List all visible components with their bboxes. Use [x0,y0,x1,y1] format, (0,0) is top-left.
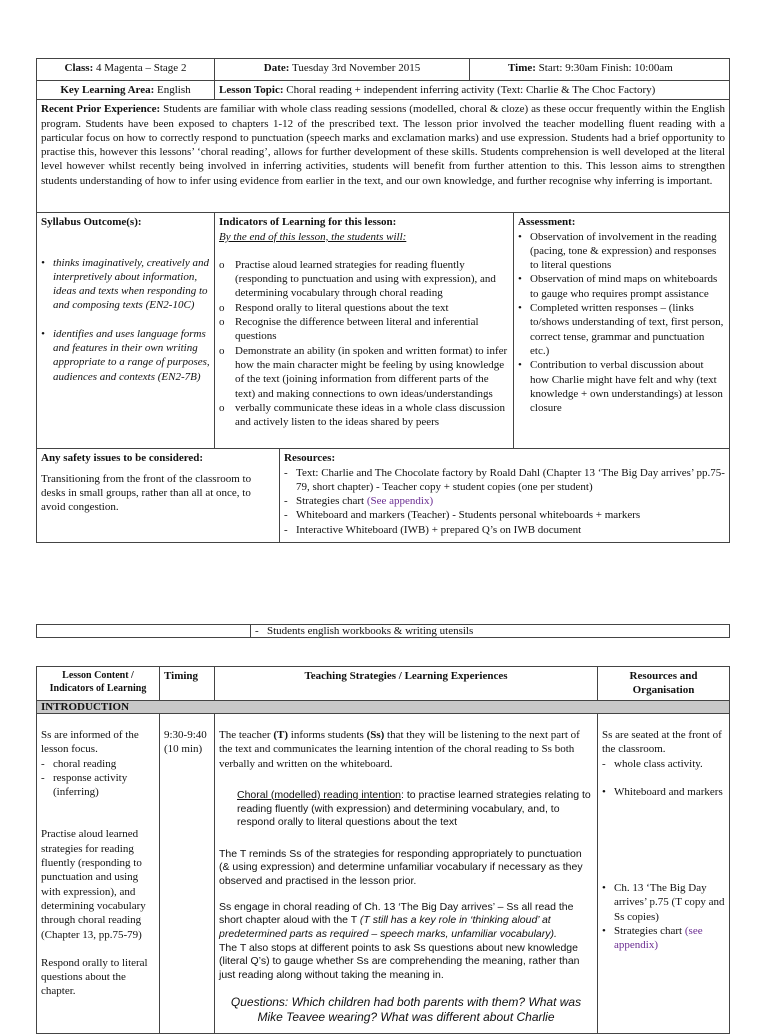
strategy-bold: (Ss) [366,729,385,741]
topic-cell [215,81,730,100]
indicator-item: o Demonstrate an ability (in spoken and written format) to infer how the main character might be feeling by using knowledge of the text (joining information from different parts of the text) and making connections to own ideas/understandings [219,344,509,401]
safety-text: Transitioning from the front of the classroom to desks in small groups, rather than all at once, to avoid congestion. [41,472,252,514]
resource-item: - Interactive Whiteboard (IWB) + prepared Q’s on IWB document [284,523,725,537]
class-label: Class: [64,62,94,74]
topic-label: Lesson Topic: [219,84,284,96]
content-p3: Respond orally to literal questions about the chapter. [41,956,148,998]
strategy-p3 [219,901,593,942]
date-cell [215,59,470,81]
strategy-p1 [219,728,593,771]
header-resources: Resources and Organisation [598,667,730,701]
strategy-p2: The T reminds Ss of the strategies for responding appropriately to punctuation (& using expression) and determine unfamiliar vocabulary if necessary as they observed and practised in the lesson prior. [219,847,583,888]
organisation-cell [598,714,730,1034]
content-intro: Ss are informed of the lesson focus. [41,729,139,756]
assessment-list [518,230,725,416]
kla-label: Key Learning Area: [60,84,155,96]
resource-continuation-cell [251,625,730,638]
assessment-label: Assessment: [518,216,576,229]
strategy-text: Ss engage in choral reading of Ch. 13 ‘The Big Day arrives’ – Ss all read the short chapter aloud with the T [219,900,574,927]
org-seating: Ss are seated at the front of the classroom. [602,729,722,756]
syllabus-list [41,256,210,384]
indicators-intro: By the end of this lesson, the students will: [219,230,407,243]
lesson-procedure-table [36,666,730,1034]
class-value: 4 Magenta – Stage 2 [96,62,187,74]
indicator-item: o Respond orally to literal questions about the text [219,301,509,315]
syllabus-item: • identifies and uses language forms and features in their own writing appropriate to a range of purposes, audiences and contexts (EN2-7B) [41,327,210,384]
assessment-item: • Contribution to verbal discussion about how Charlie might have felt and why (text knowledge + own understandings) at lesson closure [518,358,725,415]
timing-value: 9:30-9:40 (10 min) [164,729,207,756]
org-resources-2 [602,881,725,952]
indicator-item: o Recognise the difference between literal and inferential questions [219,315,509,344]
indicators-cell [215,213,514,449]
intention-text: : to practise learned strategies relating to reading fluently (with expression) and determining vocabulary, and, to respond orally to literal questions about the text [237,788,591,829]
time-value: Start: 9:30am Finish: 10:00am [538,62,673,74]
date-label: Date: [263,62,290,74]
indicator-item: o verbally communicate these ideas in a whole class discussion and actively listen to the ideas shared by peers [219,401,509,430]
resource-item [284,494,725,508]
kla-cell [37,81,215,100]
strategies-cell [215,714,598,1034]
section-introduction: INTRODUCTION [37,701,730,714]
assessment-item: • Observation of involvement in the reading (pacing, tone & expression) and responses to literal questions [518,230,725,273]
appendix-link[interactable]: (see appendix) [614,925,703,952]
header-strategies: Teaching Strategies / Learning Experiences [215,667,598,701]
prior-experience-cell [37,100,730,213]
assessment-item: • Completed written responses – (links to/shows understanding of text, first person, correct tense, grammar and punctuation etc.) [518,301,725,358]
content-cell [37,714,160,1034]
resource-item: - Whiteboard and markers (Teacher) - Students personal whiteboards + markers [284,508,725,522]
header-timing: Timing [160,667,215,701]
topic-value: Choral reading + independent inferring activity (Text: Charlie & The Choc Factory) [286,84,656,96]
content-item: - choral reading [41,757,155,771]
resource-item: - Text: Charlie and The Chocolate factory by Roald Dahl (Chapter 13 ‘The Big Day arrives’ pp.75-79, short chapter) - Teacher copy + student copies (one per student) [284,466,725,495]
resources-label: Resources: [284,452,336,465]
appendix-link[interactable]: (See appendix) [366,495,434,508]
time-cell [470,59,730,81]
content-item: - response activity (inferring) [41,771,155,800]
strategy-p4: The T also stops at different points to ask Ss questions about new knowledge (literal Q’s) to gauge whether Ss are comprehending the meaning, rather than just reading along without taking the meaning in. [219,941,580,981]
syllabus-cell [37,213,215,449]
indicators-label: Indicators of Learning for this lesson: [219,216,397,229]
assessment-item: • Observation of mind maps on whiteboards to gauge who requires prompt assistance [518,272,725,301]
resource-text: Strategies chart [296,495,367,508]
org-resource: • Ch. 13 ‘The Big Day arrives’ p.75 (T copy and Ss copies) [602,881,725,924]
resources-list [284,466,725,537]
resources-list-cont [255,625,725,637]
indicators-list [219,258,509,430]
reading-intention [237,789,593,830]
time-label: Time: [508,62,536,74]
syllabus-label: Syllabus Outcome(s): [41,216,142,229]
lesson-overview-table [36,58,730,543]
syllabus-item: • thinks imaginatively, creatively and interpretively about information, ideas and texts when responding to and composing texts (EN2-10C) [41,256,210,313]
org-item: - whole class activity. [602,757,725,771]
timing-cell [160,714,215,1034]
kla-value: English [157,84,191,96]
strategy-text: The teacher [219,729,274,741]
indicator-item: o Practise aloud learned strategies for reading fluently (responding to punctuation and using with expression), and determining vocabulary through choral reading [219,258,509,301]
content-focus-list [41,757,155,800]
org-list [602,757,725,771]
prior-label: Recent Prior Experience: [41,103,161,116]
org-resource [602,924,725,953]
org-resource: • Whiteboard and markers [602,785,725,799]
content-p2: Practise aloud learned strategies for reading fluently (responding to punctuation and using with expression), and determining vocabulary through choral reading (Chapter 13, pp.75-79) [41,828,146,941]
date-value: Tuesday 3rd November 2015 [292,62,421,74]
safety-label: Any safety issues to be considered: [41,452,204,465]
safety-cell [37,449,280,543]
literal-questions: Questions: Which children had both parents with them? What was Mike Teavee wearing? What was different about Charlie [230,994,582,1025]
header-content: Lesson Content / Indicators of Learning [37,667,160,701]
strategy-bold: (T) [273,729,289,741]
intention-label: Choral (modelled) reading intention [237,788,402,801]
resource-item: - Students english workbooks & writing utensils [255,625,725,637]
strategy-text: informs students [288,729,367,741]
org-resource-text: Strategies chart [614,925,685,938]
class-cell [37,59,215,81]
assessment-cell [514,213,730,449]
resources-cell [280,449,730,543]
org-resources-1 [602,785,725,799]
resources-continuation-table [36,624,730,638]
empty-cell [37,625,251,638]
strategy-text: that they will be listening to the next part of the text and communicates the learning intention of the choral reading to Ss both verbally and written on the whiteboard. [219,729,580,770]
strategy-italic: (T still has a key role in ‘thinking aloud’ at predetermined parts as required – speech marks, unfamiliar vocabulary). [219,914,557,941]
prior-text: Students are familiar with whole class reading sessions (modelled, choral & cloze) as these occur frequently within the English program. Students have been exposed to chapters 1-12 of the prescribed text. The lesson prior involved the teacher modelling fluent reading with a particular focus on how to correctly respond to punctuation (speech marks and exclamation marks) and use expression. Students had a brief opportunity to practise this, however this lessons’ ‘choral reading’, allows for further development of these skills. Students comprehension is well developed at the literal level however whilst recently being involved in inferring activities, students will benefit from further attention to this. This lesson aims to strengthen students understanding of how to infer using evidence from earlier in the text, and our own knowledge, and further recognise why inferring is important. [41,103,726,187]
